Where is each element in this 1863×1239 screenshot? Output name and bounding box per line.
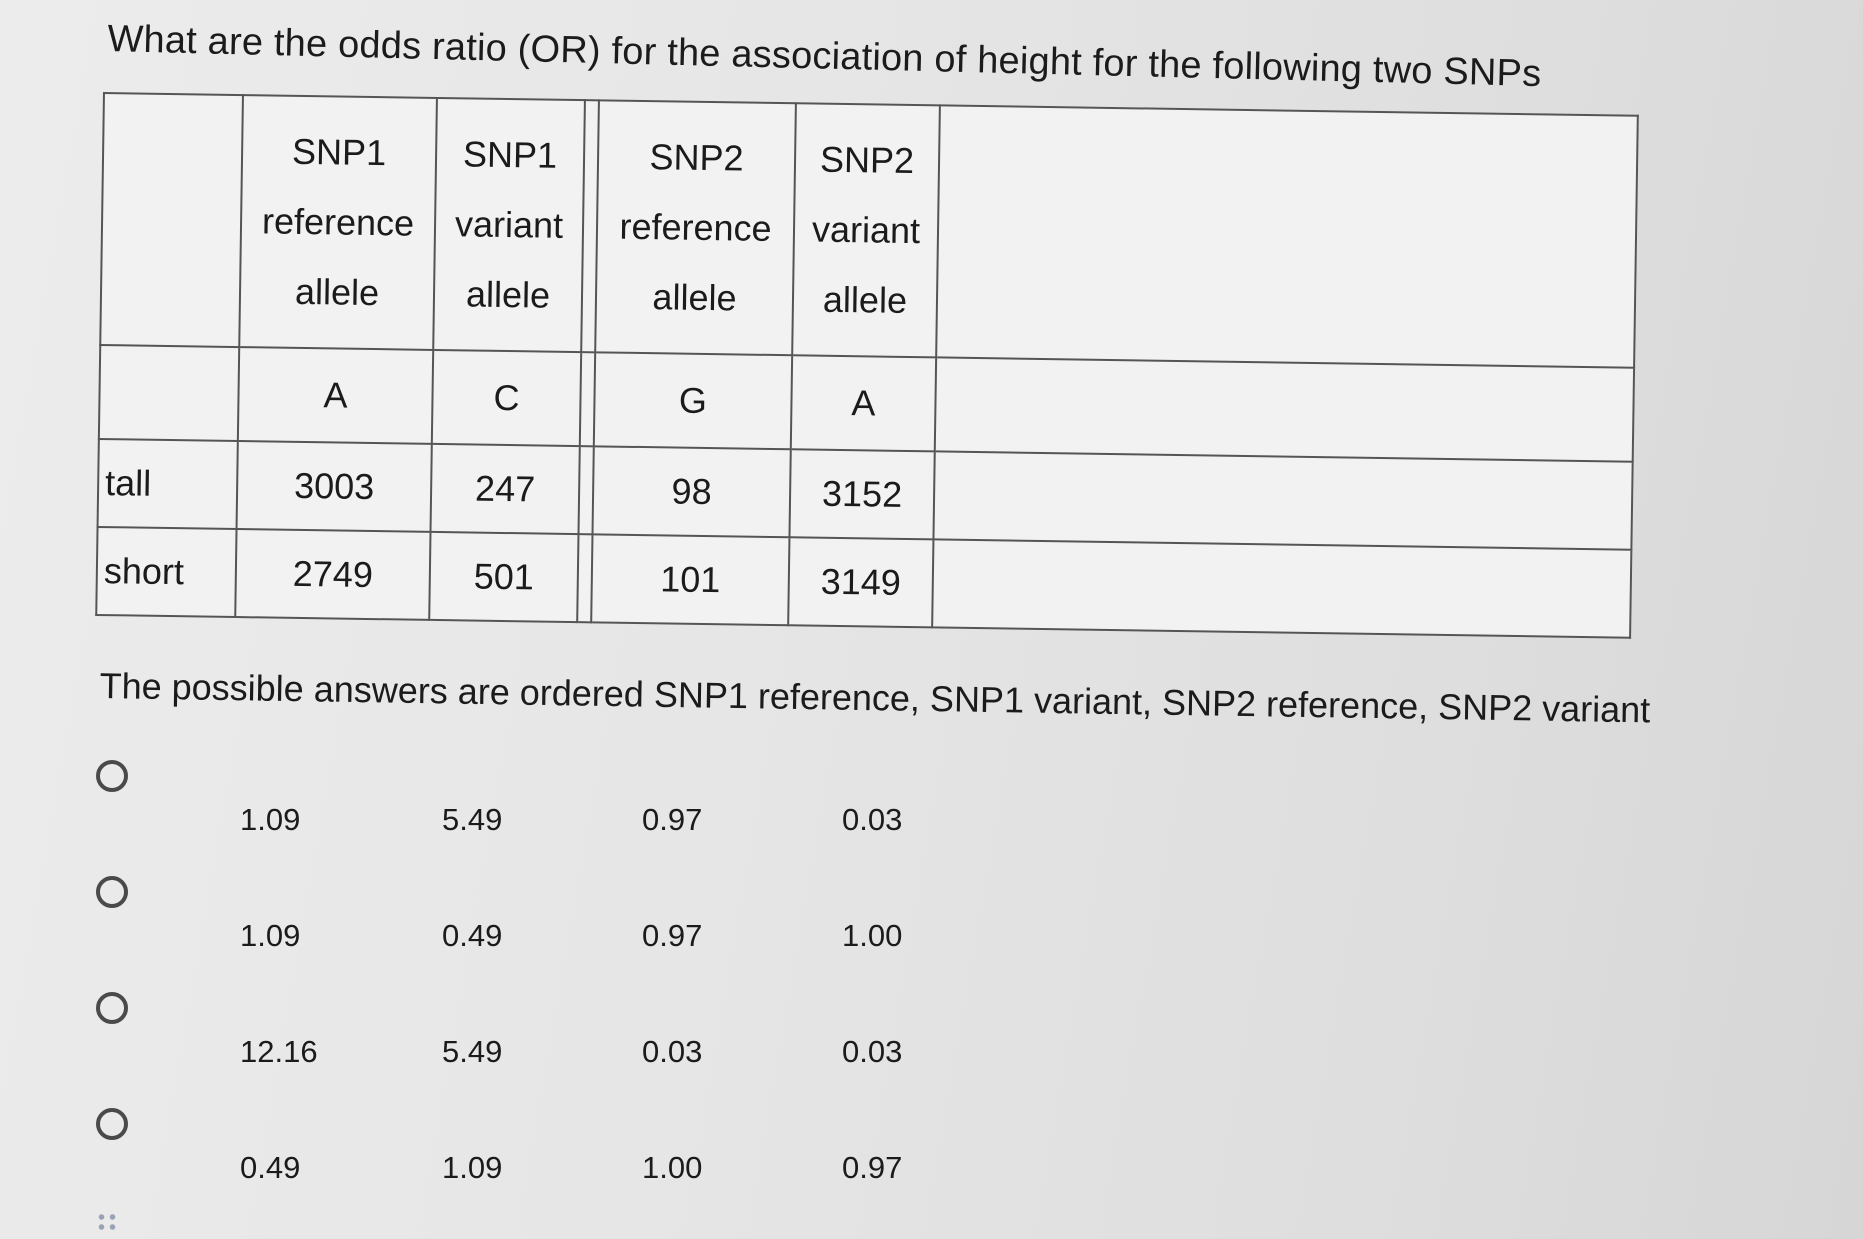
radio-unselected-icon[interactable] [96,992,128,1024]
count-cell: 501 [429,532,578,622]
header-corner-cell [100,93,243,347]
option-value: 0.97 [642,802,703,837]
radio-unselected-icon[interactable] [96,1108,128,1140]
count-cell: 2749 [235,529,430,620]
row-label: short [96,527,236,617]
count-cell: 3152 [789,449,934,539]
column-separator [578,446,593,534]
empty-extra-cell [933,451,1632,549]
option-value: 0.49 [240,1150,301,1185]
column-separator [580,352,595,446]
option-value: 1.09 [442,1150,503,1185]
allele-cell: C [432,350,581,446]
header-snp2-variant [792,103,940,357]
row-label: tall [98,439,238,529]
option-value: 5.49 [442,802,503,837]
count-cell: 3003 [237,441,432,532]
header-snp-name: SNP2 [649,136,744,179]
header-snp2-reference [595,100,796,355]
radio-unselected-icon[interactable] [96,876,128,908]
snp-count-table [95,92,1639,639]
drag-handle-icon[interactable] [96,1212,118,1232]
header-snp1-reference [239,95,437,350]
option-value: 1.00 [842,918,903,953]
count-cell: 98 [592,446,790,537]
option-value: 0.03 [842,1034,903,1069]
table-header-row [100,93,1638,368]
option-value: 0.49 [442,918,503,953]
option-value: 1.00 [642,1150,703,1185]
header-snp-name: SNP2 [819,138,915,182]
snp-table-container [95,92,1639,639]
option-value: 5.49 [442,1034,503,1069]
answer-option-4[interactable] [90,1108,990,1224]
allele-cell: A [791,355,936,451]
header-allele-type: variant allele [811,208,921,321]
header-allele-type: variant allele [454,203,564,316]
allele-cell: A [238,347,433,444]
column-separator [577,534,592,622]
answer-options [90,760,990,1224]
allele-cell: G [594,352,792,449]
header-snp-name: SNP1 [291,130,387,174]
option-value: 0.97 [642,918,703,953]
count-cell: 101 [591,534,789,625]
answer-option-3[interactable] [90,992,990,1108]
radio-unselected-icon[interactable] [96,760,128,792]
option-value: 0.97 [842,1150,903,1185]
header-snp1-variant [433,98,585,352]
question-text: What are the odds ratio (OR) for the association of height for the following two SNPs [106,18,1542,96]
option-value: 12.16 [240,1034,318,1069]
option-value: 1.09 [240,802,301,837]
header-allele-type: reference allele [619,205,772,319]
option-value: 0.03 [642,1034,703,1069]
count-cell: 3149 [788,537,933,627]
empty-extra-cell [932,539,1631,637]
count-cell: 247 [431,444,580,534]
answer-order-note: The possible answers are ordered SNP1 reference, SNP1 variant, SNP2 reference, SNP2 variant [99,665,1651,731]
answer-option-1[interactable] [90,760,990,876]
empty-extra-cell [935,357,1634,461]
empty-extra-column [936,105,1638,367]
answer-option-2[interactable] [90,876,990,992]
allele-row-label [99,345,239,441]
header-snp-name: SNP1 [462,133,558,176]
header-allele-type: reference allele [261,200,415,314]
option-value: 0.03 [842,802,903,837]
option-value: 1.09 [240,918,301,953]
